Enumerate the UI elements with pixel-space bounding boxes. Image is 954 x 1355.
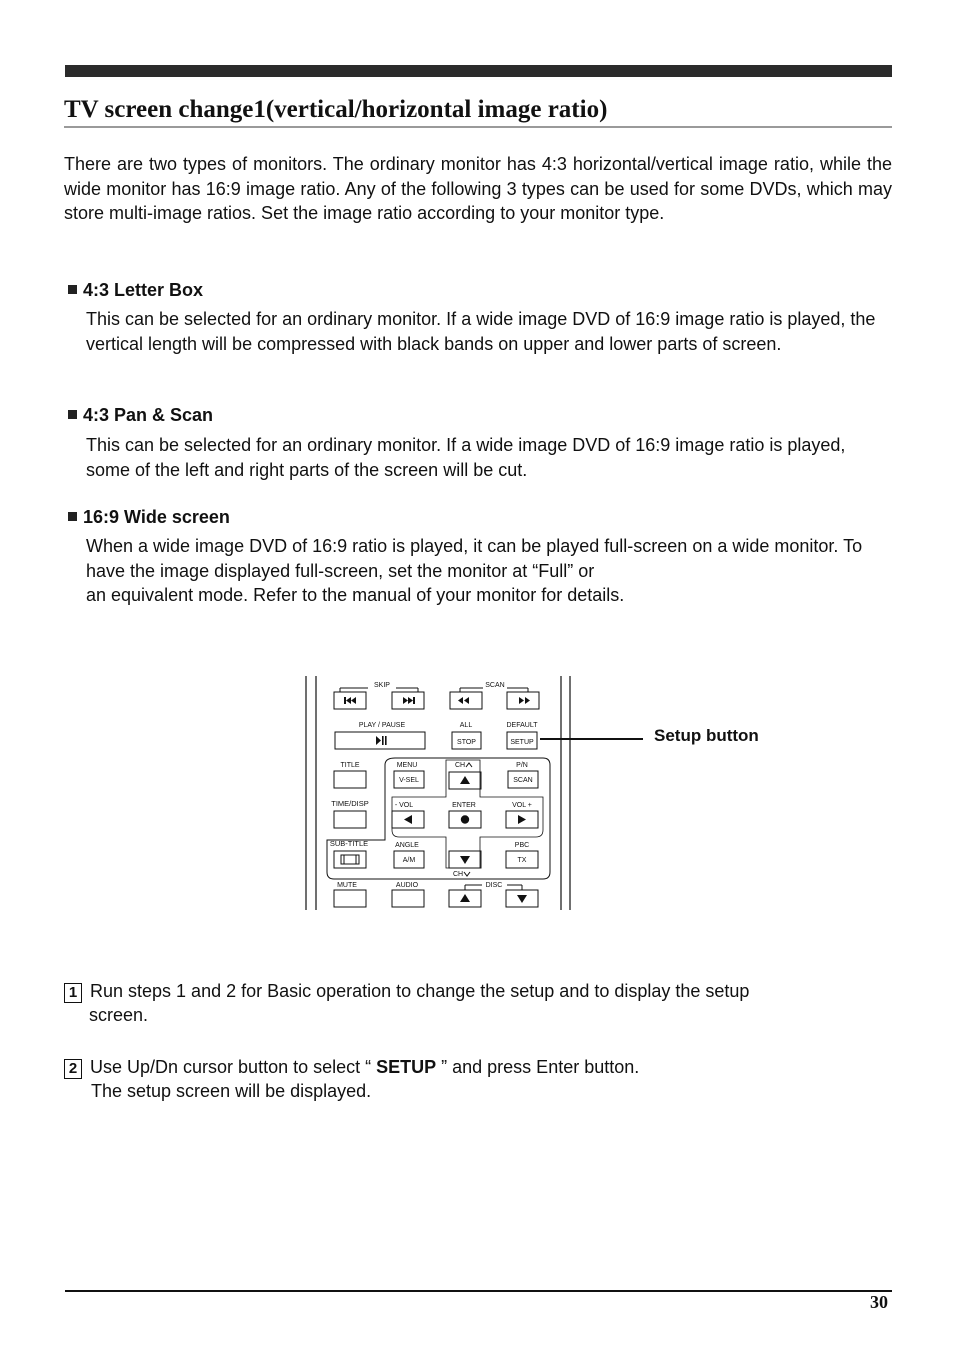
setup-key-label: SETUP [510,739,534,746]
disc-label: DISC [485,882,503,889]
vsel-label: V-SEL [399,777,419,784]
arrow-right-icon [518,815,526,824]
step-text-continued: screen. [89,1004,149,1025]
section-body-line: When a wide image DVD of 16:9 ratio is played, it can be played full-screen on a wide monitor. To have the image displayed full-screen, set the monitor at “Full” or [86,536,863,581]
ch-up-label: CH [454,762,466,769]
step-2 [64,1056,894,1103]
setup-button-callout: Setup button [654,726,759,745]
default-label: DEFAULT [506,722,538,729]
audio-button[interactable] [392,890,424,907]
chevron-up-icon [466,763,472,767]
step-text: Run steps 1 and 2 for Basic operation to change the setup and to display the setup [90,981,750,1001]
setup-keyword: SETUP [376,1057,437,1077]
subtitle-button[interactable] [334,851,366,868]
arrow-down-icon [460,856,470,864]
play-pause-label: PLAY / PAUSE [358,722,406,729]
bottom-rule [65,1290,892,1292]
mute-button[interactable] [334,890,366,907]
step-text: ” and press Enter button. [436,1057,640,1077]
time-disp-label: TIME/DISP [331,799,369,808]
step-1 [64,980,894,1027]
title-label: TITLE [340,762,360,769]
intro-paragraph: There are two types of monitors. The ordinary monitor has 4:3 horizontal/vertical image ratio, while the wide monitor has 16:9 image ratio. Any of the following 3 types can be used for some DVDs, which may store multi-image ratios. Set the image ratio according to your monitor type. [64,154,892,223]
section-heading-letterbox [68,280,203,301]
all-label: ALL [459,722,473,729]
angle-label: ANGLE [395,842,419,849]
bullet-square-icon [68,285,77,294]
mute-label: MUTE [337,882,357,889]
chevron-down-icon [464,872,470,876]
pn-label: P/N [516,762,528,769]
enter-dot-icon [461,815,469,823]
step-text-continued: The setup screen will be displayed. [91,1080,372,1101]
page-number: 30 [870,1292,888,1312]
arrow-left-icon [404,815,412,824]
section-body-panscan: This can be selected for an ordinary monitor. If a wide image DVD of 16:9 image ratio is played, some of the left and right parts of the screen will be cut. [86,435,846,480]
title-button[interactable] [334,771,366,788]
am-label: A/M [402,857,416,864]
menu-label: MENU [396,762,418,769]
arrow-down-icon [517,895,527,903]
section-heading-panscan [68,405,213,426]
section-heading-widescreen [68,507,230,528]
stop-label: STOP [457,739,476,746]
section-heading-text: 4:3 Pan & Scan [83,405,214,425]
subtitle-label: SUB-TITLE [329,839,369,848]
section-heading-text: 4:3 Letter Box [83,280,204,300]
bullet-square-icon [68,410,77,419]
section-heading-text: 16:9 Wide screen [83,507,230,527]
enter-label: ENTER [452,802,476,809]
remote-control-figure [300,672,580,912]
vol-minus-label: - VOL [394,802,414,809]
ch-down-label: CH [452,871,464,878]
section-body-widescreen [86,534,894,608]
setup-callout-line [540,738,643,740]
vol-plus-label: VOL + [512,802,532,809]
skip-label: SKIP [374,682,390,689]
arrow-up-icon [460,894,470,902]
page-title: TV screen change1(vertical/horizontal image ratio) [64,96,892,128]
section-body-letterbox: This can be selected for an ordinary monitor. If a wide image DVD of 16:9 image ratio is played, the vertical length will be compressed with black bands on upper and lower parts of screen. [86,309,876,354]
pn-scan-label: SCAN [513,777,533,784]
step-number: 2 [64,1059,82,1079]
arrow-up-icon [460,776,470,784]
top-rule [65,65,892,77]
section-body-line: an equivalent mode. Refer to the manual of your monitor for details. [86,585,625,605]
scan-label: SCAN [485,682,505,689]
time-disp-button[interactable] [334,811,366,828]
step-text: Use Up/Dn cursor button to select “ [90,1057,377,1077]
tx-label: TX [517,857,527,864]
step-number: 1 [64,983,82,1003]
audio-label: AUDIO [395,882,419,889]
bullet-square-icon [68,512,77,521]
pbc-label: PBC [514,842,530,849]
